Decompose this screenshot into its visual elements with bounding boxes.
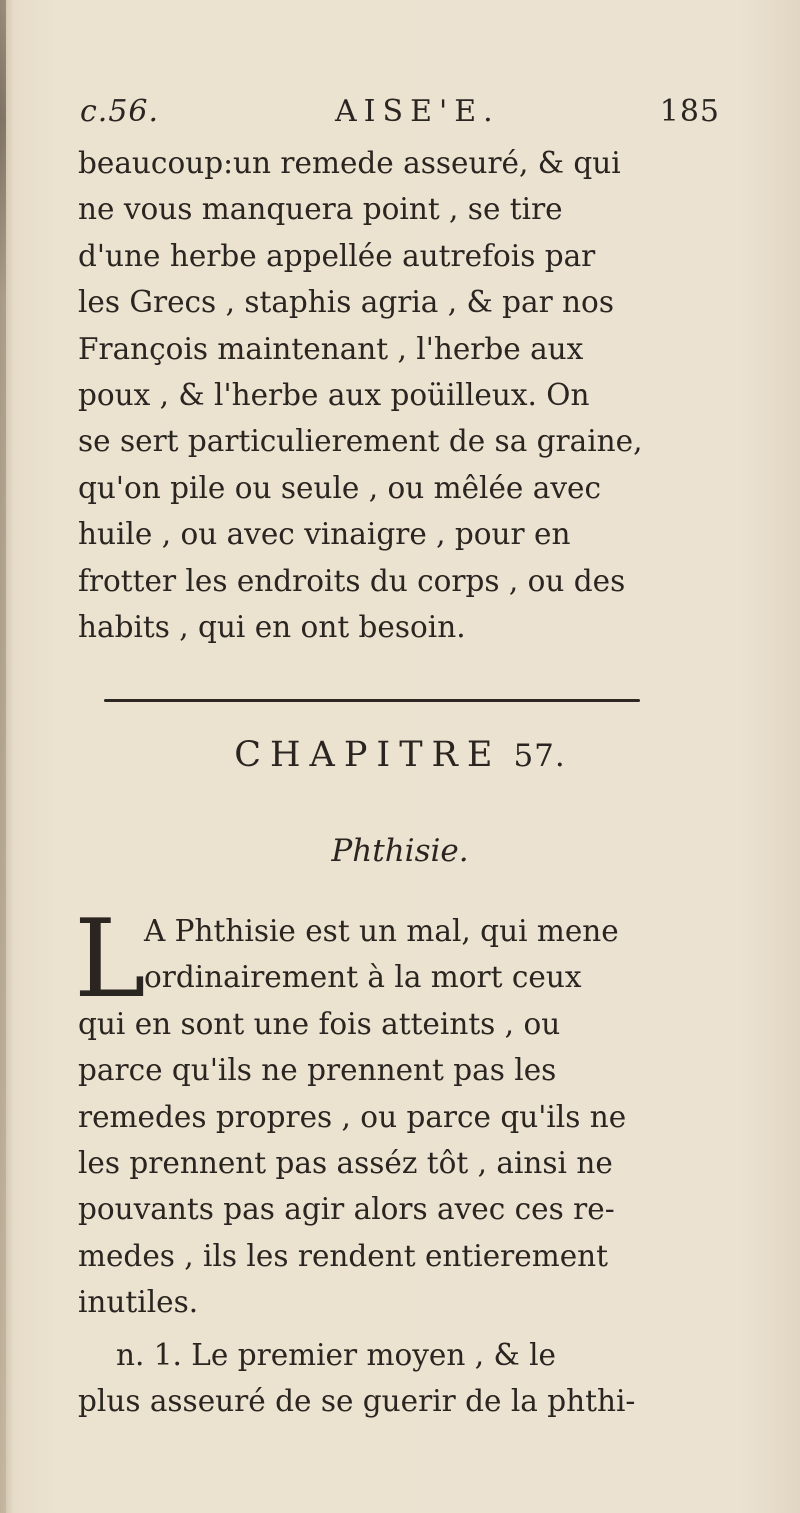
text-line: habits , qui en ont besoin. — [78, 610, 466, 645]
text-line: qui en sont une fois atteints , ou — [78, 1006, 561, 1041]
chapter-label: CHAPITRE — [234, 735, 502, 775]
text-line: les prennent pas asséz tôt , ainsi ne — [78, 1146, 613, 1181]
text-line: huile , ou avec vinaigre , pour en — [78, 517, 571, 552]
text-line: A Phthisie est un mal, qui mene — [144, 914, 619, 948]
text-line: remedes propres , ou parce qu'ils ne — [78, 1099, 627, 1134]
text-line: medes , ils les rendent entierement — [78, 1238, 609, 1273]
header-chapter-ref: c.56. — [80, 94, 160, 129]
text-line: inutiles. — [78, 1285, 199, 1320]
section-divider — [104, 699, 640, 702]
text-line: plus asseuré de se guerir de la phthi- — [78, 1384, 636, 1419]
text-line: François maintenant , l'herbe aux — [78, 331, 584, 366]
body-paragraph — [78, 908, 718, 1326]
text-line: n. 1. Le premier moyen , & le — [116, 1338, 557, 1372]
text-line: ordinairement à la mort ceux — [144, 960, 582, 995]
numbered-item-paragraph — [78, 1332, 718, 1425]
text-line: frotter les endroits du corps , ou des — [78, 563, 626, 598]
text-line: qu'on pile ou seule , ou mêlée avec — [78, 470, 602, 505]
text-line: les Grecs , staphis agria , & par nos — [78, 285, 614, 320]
text-line: ne vous manquera point , se tire — [78, 192, 563, 227]
text-line: d'une herbe appellée autrefois par — [78, 238, 596, 273]
drop-cap: L — [74, 897, 146, 1022]
text-line: pouvants pas agir alors avec ces re- — [78, 1192, 615, 1227]
running-header — [80, 94, 720, 144]
header-title: AISE'E. — [335, 94, 500, 129]
chapter-heading — [0, 735, 800, 775]
text-line: parce qu'ils ne prennent pas les — [78, 1053, 557, 1088]
page-number: 185 — [659, 94, 720, 129]
intro-paragraph — [78, 140, 718, 650]
text-line: se sert particulierement de sa graine, — [78, 424, 643, 459]
chapter-subtitle: Phthisie. — [331, 833, 469, 869]
chapter-number: 57. — [513, 738, 566, 774]
text-line: beaucoup:un remede asseuré, & qui — [78, 146, 621, 180]
text-line: poux , & l'herbe aux poüilleux. On — [78, 378, 590, 413]
